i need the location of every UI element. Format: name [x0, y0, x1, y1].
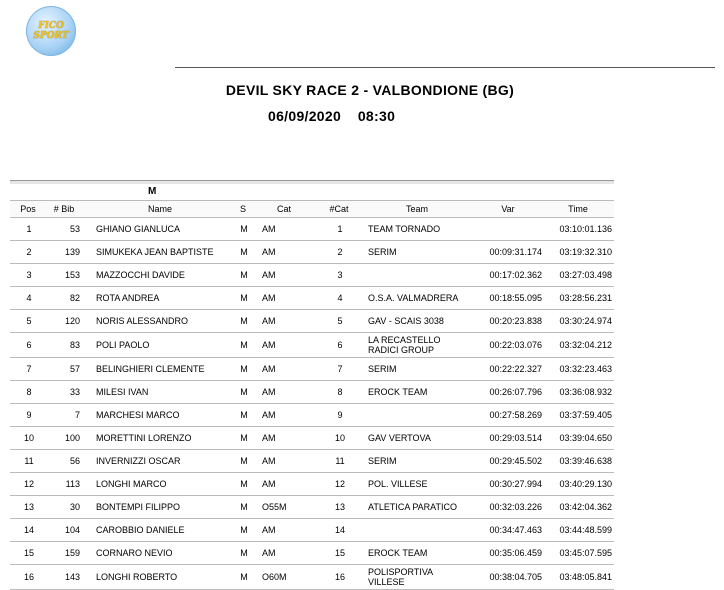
cell-cat: AM	[262, 247, 276, 257]
cell-sex: M	[240, 433, 248, 443]
cell-team: SERIM	[368, 247, 397, 257]
cell-team-line2: VILLESE	[368, 577, 405, 587]
cell-team	[362, 335, 474, 355]
cell-team: SERIM	[368, 364, 397, 374]
table-row	[10, 519, 614, 542]
cell-cat: AM	[262, 270, 276, 280]
column-header-row	[10, 201, 614, 218]
cell-sex: M	[240, 224, 248, 234]
cell-time: 03:39:04.650	[559, 433, 612, 443]
cell-sex: M	[240, 293, 248, 303]
cell-team-line2: RADICI GROUP	[368, 345, 435, 355]
table-row	[10, 310, 614, 333]
cell-cat: O60M	[262, 572, 287, 582]
event-title: DEVIL SKY RACE 2 - VALBONDIONE (BG)	[225, 82, 515, 98]
table-row	[10, 450, 614, 473]
cell-pos: 12	[23, 479, 34, 489]
cell-cat: AM	[262, 316, 276, 326]
cell-time: 03:37:59.405	[559, 410, 612, 420]
cell-time: 03:10:01.136	[559, 224, 612, 234]
cell-team: GAV - SCAIS 3038	[368, 316, 444, 326]
cell-time: 03:39:46.638	[559, 456, 612, 466]
results-table	[10, 180, 614, 590]
cell-cat: AM	[262, 340, 276, 350]
cell-var: 00:22:22.327	[489, 364, 542, 374]
header-rule	[175, 67, 715, 68]
cell-cat: AM	[262, 548, 276, 558]
cell-time: 03:48:05.841	[559, 572, 612, 582]
cell-name: NORIS ALESSANDRO	[96, 316, 189, 326]
cell-bib: 143	[64, 572, 80, 582]
cell-name: GHIANO GIANLUCA	[96, 224, 181, 234]
cell-sex: M	[240, 364, 248, 374]
table-row	[10, 287, 614, 310]
cell-time: 03:28:56.231	[559, 293, 612, 303]
cell-name: MAZZOCCHI DAVIDE	[96, 270, 185, 280]
cell-var: 00:38:04.705	[489, 572, 542, 582]
logo-text-line1: FICO	[38, 21, 64, 31]
cell-sex: M	[240, 340, 248, 350]
cell-sex: M	[240, 410, 248, 420]
cell-sex: M	[240, 502, 248, 512]
cell-var: 00:32:03.226	[489, 502, 542, 512]
table-body	[10, 218, 614, 590]
cell-pos: 4	[26, 293, 32, 303]
cell-name: ROTA ANDREA	[96, 293, 160, 303]
cell-sex: M	[240, 387, 248, 397]
cell-time: 03:32:23.463	[559, 364, 612, 374]
cell-bib: 7	[74, 410, 80, 420]
cell-team: EROCK TEAM	[368, 548, 428, 558]
cell-cat-rank: 14	[334, 525, 345, 535]
cell-name: INVERNIZZI OSCAR	[96, 456, 181, 466]
cell-team: GAV VERTOVA	[368, 433, 431, 443]
cell-cat: O55M	[262, 502, 287, 512]
cell-pos: 6	[26, 340, 32, 350]
cell-var: 00:35:06.459	[489, 548, 542, 558]
cell-cat-rank: 2	[337, 247, 343, 257]
col-header-cat: Cat	[276, 204, 291, 214]
cell-bib: 159	[64, 548, 80, 558]
cell-bib: 153	[64, 270, 80, 280]
cell-time: 03:40:29.130	[559, 479, 612, 489]
cell-team: POL. VILLESE	[368, 479, 428, 489]
cell-bib: 100	[64, 433, 80, 443]
table-row	[10, 427, 614, 450]
cell-var: 00:34:47.463	[489, 525, 542, 535]
cell-name: MARCHESI MARCO	[96, 410, 180, 420]
cell-time: 03:27:03.498	[559, 270, 612, 280]
table-row	[10, 218, 614, 241]
cell-var: 00:17:02.362	[489, 270, 542, 280]
cell-time: 03:19:32.310	[559, 247, 612, 257]
cell-cat: AM	[262, 433, 276, 443]
cell-sex: M	[240, 479, 248, 489]
cell-team: EROCK TEAM	[368, 387, 428, 397]
cell-sex: M	[240, 247, 248, 257]
cell-cat-rank: 8	[337, 387, 343, 397]
cell-cat: AM	[262, 410, 276, 420]
cell-name: MILESI IVAN	[96, 387, 149, 397]
cell-name: LONGHI MARCO	[96, 479, 167, 489]
table-row	[10, 264, 614, 287]
cell-pos: 13	[23, 502, 34, 512]
col-header-time: Time	[568, 204, 588, 214]
cell-sex: M	[240, 456, 248, 466]
col-header-team: Team	[405, 204, 428, 214]
col-header-sex: S	[239, 204, 246, 214]
table-row	[10, 473, 614, 496]
cell-var: 00:30:27.994	[489, 479, 542, 489]
table-row	[10, 565, 614, 590]
cell-pos: 2	[26, 247, 32, 257]
cell-cat-rank: 10	[334, 433, 345, 443]
cell-bib: 33	[69, 387, 80, 397]
cell-sex: M	[240, 316, 248, 326]
cell-time: 03:36:08.932	[559, 387, 612, 397]
cell-var: 00:29:03.514	[489, 433, 542, 443]
cell-cat-rank: 9	[337, 410, 343, 420]
cell-sex: M	[240, 548, 248, 558]
cell-cat-rank: 3	[337, 270, 343, 280]
table-row	[10, 381, 614, 404]
cell-bib: 83	[69, 340, 80, 350]
cell-var: 00:27:58.269	[489, 410, 542, 420]
cell-cat-rank: 5	[337, 316, 343, 326]
group-label: M	[148, 186, 157, 197]
table-row	[10, 542, 614, 565]
cell-time: 03:45:07.595	[559, 548, 612, 558]
cell-time: 03:44:48.599	[559, 525, 612, 535]
cell-sex: M	[240, 270, 248, 280]
cell-pos: 8	[26, 387, 32, 397]
cell-pos: 14	[23, 525, 34, 535]
cell-time: 03:42:04.362	[559, 502, 612, 512]
cell-bib: 30	[69, 502, 80, 512]
cell-team-line1: LA RECASTELLO	[368, 335, 441, 345]
table-row	[10, 358, 614, 381]
cell-var: 00:18:55.095	[489, 293, 542, 303]
cell-var: 00:09:31.174	[489, 247, 542, 257]
cell-cat-rank: 6	[337, 340, 343, 350]
cell-team-line1: POLISPORTIVA	[368, 567, 434, 577]
cell-bib: 82	[69, 293, 80, 303]
cell-pos: 16	[23, 572, 34, 582]
col-header-pos: Pos	[20, 204, 36, 214]
cell-bib: 56	[69, 456, 80, 466]
cell-time: 03:30:24.974	[559, 316, 612, 326]
cell-sex: M	[240, 525, 248, 535]
cell-name: SIMUKEKA JEAN BAPTISTE	[96, 247, 214, 257]
cell-var: 00:26:07.796	[489, 387, 542, 397]
cell-bib: 139	[64, 247, 80, 257]
cell-cat-rank: 12	[334, 479, 345, 489]
cell-bib: 120	[64, 316, 80, 326]
cell-bib: 104	[64, 525, 80, 535]
cell-team: TEAM TORNADO	[368, 224, 441, 234]
cell-name: CORNARO NEVIO	[96, 548, 173, 558]
event-datetime	[268, 108, 468, 124]
cell-cat-rank: 4	[337, 293, 343, 303]
event-date: 06/09/2020	[268, 108, 342, 124]
col-header-bib: # Bib	[53, 204, 75, 214]
cell-time: 03:32:04.212	[559, 340, 612, 350]
cell-name: LONGHI ROBERTO	[96, 572, 178, 582]
cell-pos: 1	[26, 224, 32, 234]
ficosport-logo	[26, 6, 76, 56]
group-header	[10, 184, 614, 201]
cell-pos: 5	[26, 316, 32, 326]
cell-pos: 15	[23, 548, 34, 558]
cell-team: SERIM	[368, 456, 397, 466]
cell-name: BELINGHIERI CLEMENTE	[96, 364, 205, 374]
cell-pos: 11	[24, 456, 34, 466]
cell-bib: 53	[69, 224, 80, 234]
cell-cat: AM	[262, 525, 276, 535]
event-time: 08:30	[357, 108, 396, 124]
cell-cat-rank: 1	[337, 224, 343, 234]
cell-name: CAROBBIO DANIELE	[96, 525, 185, 535]
col-header-var: Var	[501, 204, 515, 214]
cell-cat: AM	[262, 224, 276, 234]
table-row	[10, 241, 614, 264]
cell-pos: 10	[23, 433, 34, 443]
cell-var: 00:20:23.838	[489, 316, 542, 326]
cell-var: 00:29:45.502	[489, 456, 542, 466]
cell-bib: 113	[65, 479, 80, 489]
cell-team: O.S.A. VALMADRERA	[368, 293, 459, 303]
col-header-cat-rank: #Cat	[329, 204, 349, 214]
cell-name: BONTEMPI FILIPPO	[96, 502, 181, 512]
table-row	[10, 333, 614, 358]
table-row	[10, 404, 614, 427]
cell-bib: 57	[69, 364, 80, 374]
table-row	[10, 496, 614, 519]
cell-team: ATLETICA PARATICO	[368, 502, 458, 512]
cell-pos: 9	[26, 410, 32, 420]
logo-text-line2: SPORT	[33, 31, 69, 41]
cell-sex: M	[240, 572, 248, 582]
cell-var: 00:22:03.076	[489, 340, 542, 350]
cell-cat-rank: 7	[337, 364, 343, 374]
cell-pos: 7	[26, 364, 32, 374]
cell-cat-rank: 13	[334, 502, 345, 512]
col-header-name: Name	[147, 204, 172, 214]
cell-cat: AM	[262, 387, 276, 397]
cell-cat: AM	[262, 364, 276, 374]
cell-name: MORETTINI LORENZO	[96, 433, 192, 443]
cell-cat-rank: 11	[335, 456, 345, 466]
cell-cat: AM	[262, 293, 276, 303]
cell-cat-rank: 15	[334, 548, 345, 558]
cell-cat-rank: 16	[334, 572, 345, 582]
cell-name: POLI PAOLO	[96, 340, 150, 350]
cell-cat: AM	[262, 456, 276, 466]
cell-team	[362, 567, 474, 587]
cell-cat: AM	[262, 479, 276, 489]
cell-pos: 3	[26, 270, 32, 280]
